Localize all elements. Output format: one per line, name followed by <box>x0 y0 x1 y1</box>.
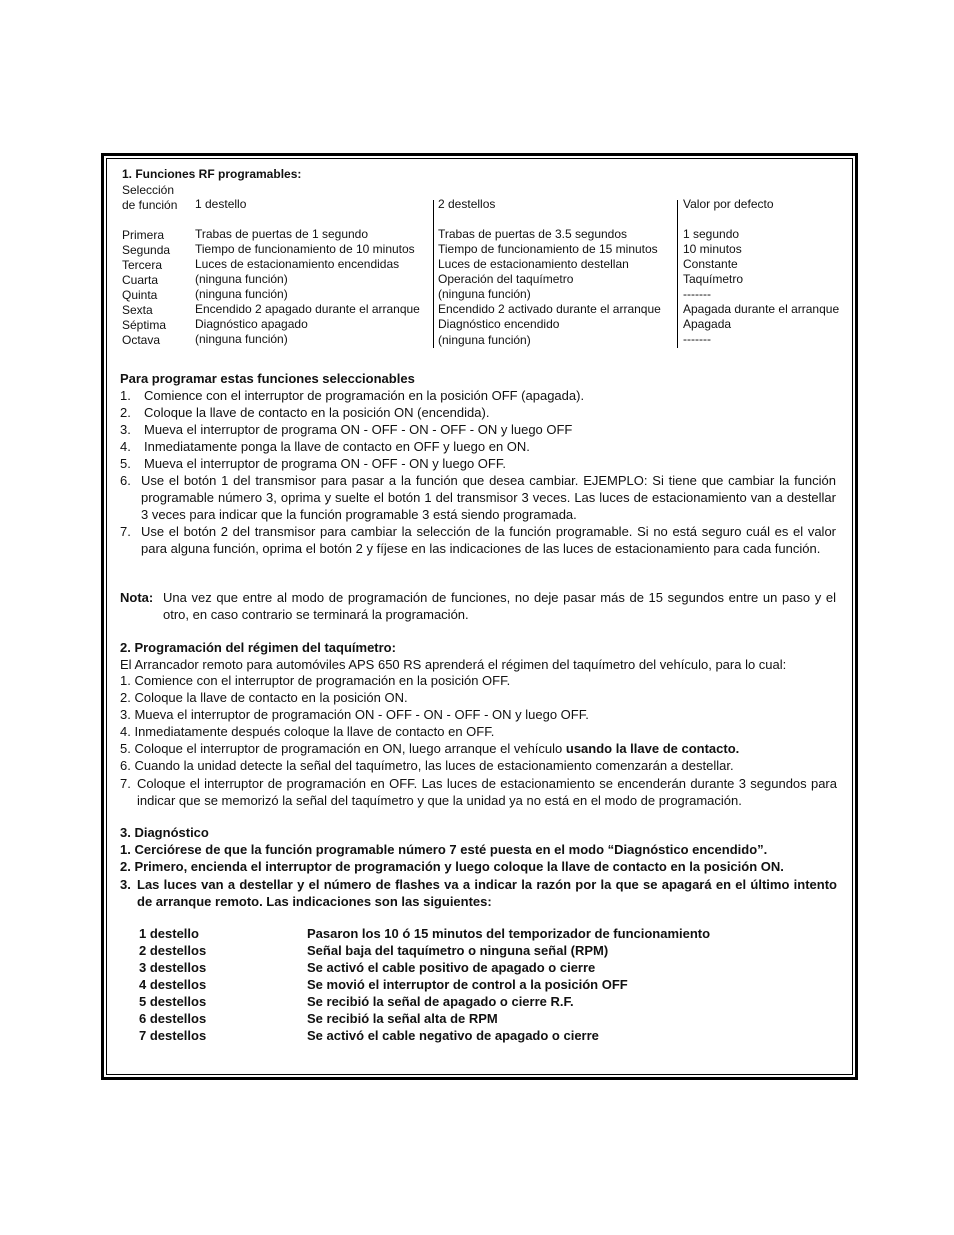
section2-step5-text: 5. Coloque el interruptor de programación en ON, luego arranque el vehículo <box>120 741 566 756</box>
section3-step: 1. Cerciórese de que la función programable número 7 esté puesta en el modo “Diagnóstico encendido”. <box>120 842 768 857</box>
list-item-number: 1. <box>120 388 131 403</box>
table-cell-two-flashes: Encendido 2 activado durante el arranque <box>438 302 661 316</box>
list-item-text: Use el botón 1 del transmisor para pasar a la función que desea cambiar. EJEMPLO: Si tiene que cambiar la función programable número 3, oprima y suelte el botón 1 del transmisor 3 veces. Las luces de estacionamiento van a destellar 3 veces para indicar que la función programable 3 está siendo programada. <box>141 473 836 522</box>
table-cell-default: ------- <box>683 332 711 346</box>
nota-block <box>120 589 840 625</box>
section2-intro: El Arrancador remoto para automóviles APS 650 RS aprenderá el régimen del taquímetro del vehículo, para lo cual: <box>120 657 787 672</box>
table-cell-two-flashes: Diagnóstico encendido <box>438 317 560 331</box>
nota-text-content: Una vez que entre al modo de programación de funciones, no deje pasar más de 15 segundos entre un paso y el otro, en caso contrario se terminará la programación. <box>163 590 836 622</box>
table-cell-default: 10 minutos <box>683 242 742 256</box>
diagnostic-code-meaning: Se activó el cable positivo de apagado o cierre <box>307 960 596 975</box>
list-item-text: Coloque la llave de contacto en la posición ON (encendida). <box>144 405 490 420</box>
list-item-number: 4. <box>120 439 131 454</box>
diagnostic-code-flash: 5 destellos <box>139 994 207 1009</box>
diagnostic-code-row <box>0 977 954 994</box>
table-cell-one-flash: Encendido 2 apagado durante el arranque <box>195 302 420 316</box>
program-heading: Para programar estas funciones seleccionables <box>120 371 415 386</box>
table-cell-default: 1 segundo <box>683 227 740 241</box>
list-item-text: Mueva el interruptor de programa ON - OFF - ON - OFF - ON y luego OFF <box>144 422 573 437</box>
diagnostic-code-flash: 7 destellos <box>139 1028 207 1043</box>
section2-step5-bold: usando la llave de contacto. <box>565 741 740 756</box>
table-cell-function: Séptima <box>122 318 167 332</box>
section3-step: 2. Primero, encienda el interruptor de programación y luego coloque la llave de contacto en la posición ON. <box>120 859 784 874</box>
program-steps <box>120 387 840 577</box>
diagnostic-code-row <box>0 994 954 1011</box>
list-item-number: 6. <box>120 473 131 488</box>
table-cell-two-flashes: Operación del taquímetro <box>438 272 574 286</box>
table-cell-default: Constante <box>683 257 738 271</box>
diagnostic-code-row <box>0 960 954 977</box>
table-header-two-flashes: 2 destellos <box>438 197 496 211</box>
diagnostic-codes <box>0 926 954 1046</box>
diagnostic-code-flash: 3 destellos <box>139 960 207 975</box>
section2-step: 3. Mueva el interruptor de programación ON - OFF - ON - OFF - ON y luego OFF. <box>120 707 589 722</box>
list-item-text: Inmediatamente ponga la llave de contacto en OFF y luego en ON. <box>144 439 530 454</box>
table-cell-two-flashes: (ninguna función) <box>438 333 531 347</box>
table-cell-function: Quinta <box>122 288 158 302</box>
section1-title: 1. Funciones RF programables: <box>122 167 302 181</box>
section2-title: 2. Programación del régimen del taquímetro: <box>120 640 396 655</box>
diagnostic-code-flash: 4 destellos <box>139 977 207 992</box>
table-cell-one-flash: (ninguna función) <box>195 332 288 346</box>
section2-step5 <box>120 741 739 757</box>
diagnostic-code-meaning: Se recibió la señal alta de RPM <box>307 1011 498 1026</box>
diagnostic-code-meaning: Pasaron los 10 ó 15 minutos del temporizador de funcionamiento <box>307 926 711 941</box>
diagnostic-code-meaning: Se movió el interruptor de control a la posición OFF <box>307 977 628 992</box>
section3-step3-number: 3. <box>120 877 131 892</box>
nota-label: Nota: <box>120 590 154 605</box>
diagnostic-code-meaning: Señal baja del taquímetro o ninguna señal (RPM) <box>307 943 609 958</box>
table-divider-2 <box>677 200 678 348</box>
section3-step3-text: Las luces van a destellar y el número de flashes va a indicar la razón por la que se apagará en el último intento de arranque remoto. Las indicaciones son las siguientes: <box>137 877 837 909</box>
table-cell-one-flash: (ninguna función) <box>195 272 288 286</box>
table-cell-two-flashes: Tiempo de funcionamiento de 15 minutos <box>438 242 658 256</box>
table-header-selection-line2: de función <box>122 198 178 212</box>
section2-step7-text: Coloque el interruptor de programación en OFF. Las luces de estacionamiento se encenderán durante 3 segundos para indicar que se memorizó la señal del taquímetro y que la unidad ya no está en el modo de programación. <box>137 776 837 808</box>
section2-step: 2. Coloque la llave de contacto en la posición ON. <box>120 690 408 705</box>
table-cell-function: Octava <box>122 333 161 347</box>
table-cell-default: ------- <box>683 287 711 301</box>
section3-step3 <box>120 876 840 910</box>
list-item-text: Use el botón 2 del transmisor para cambiar la selección de la función programable. Si no está seguro cuál es el valor para alguna función, oprima el botón 2 y fíjese en las indicaciones de las luces de estacionamiento para cada función. <box>141 524 836 556</box>
list-item-text: Mueva el interruptor de programa ON - OFF - ON y luego OFF. <box>144 456 506 471</box>
diagnostic-code-meaning: Se activó el cable negativo de apagado o cierre <box>307 1028 599 1043</box>
section3-title: 3. Diagnóstico <box>120 825 209 840</box>
table-cell-one-flash: Luces de estacionamiento encendidas <box>195 257 400 271</box>
section2-step7 <box>120 775 840 809</box>
table-cell-two-flashes: (ninguna función) <box>438 287 531 301</box>
table-cell-one-flash: Tiempo de funcionamiento de 10 minutos <box>195 242 415 256</box>
table-cell-one-flash: (ninguna función) <box>195 287 288 301</box>
list-item-text: Comience con el interruptor de programación en la posición OFF (apagada). <box>144 388 585 403</box>
section2-step6: 6. Cuando la unidad detecte la señal del taquímetro, las luces de estacionamiento comenzarán a destellar. <box>120 758 734 773</box>
list-item-number: 3. <box>120 422 131 437</box>
list-item-number: 5. <box>120 456 131 471</box>
diagnostic-code-row <box>0 1028 954 1045</box>
table-cell-function: Tercera <box>122 258 163 272</box>
list-item-number: 7. <box>120 524 131 539</box>
table-cell-default: Apagada <box>683 317 732 331</box>
diagnostic-code-row <box>0 943 954 960</box>
section3-steps <box>120 842 840 876</box>
diagnostic-code-flash: 2 destellos <box>139 943 207 958</box>
table-cell-default: Apagada durante el arranque <box>683 302 840 316</box>
diagnostic-code-flash: 1 destello <box>139 926 199 941</box>
table-header-default: Valor por defecto <box>683 197 774 211</box>
diagnostic-code-row <box>0 1011 954 1028</box>
table-cell-function: Primera <box>122 228 165 242</box>
list-item-number: 2. <box>120 405 131 420</box>
table-cell-function: Segunda <box>122 243 171 257</box>
table-cell-one-flash: Diagnóstico apagado <box>195 317 308 331</box>
table-divider-1 <box>433 200 434 348</box>
function-table <box>0 0 954 360</box>
table-cell-function: Cuarta <box>122 273 159 287</box>
table-cell-function: Sexta <box>122 303 153 317</box>
diagnostic-code-meaning: Se recibió la señal de apagado o cierre R.F. <box>307 994 574 1009</box>
section2-steps <box>120 673 840 743</box>
table-cell-default: Taquímetro <box>683 272 744 286</box>
table-header-one-flash: 1 destello <box>195 197 247 211</box>
section2-step: 1. Comience con el interruptor de programación en la posición OFF. <box>120 673 511 688</box>
diagnostic-code-row <box>0 926 954 943</box>
table-header-selection-line1: Selección <box>122 183 175 197</box>
section2-step7-number: 7. <box>120 776 131 791</box>
section2-step: 4. Inmediatamente después coloque la llave de contacto en OFF. <box>120 724 495 739</box>
diagnostic-code-flash: 6 destellos <box>139 1011 207 1026</box>
table-cell-two-flashes: Trabas de puertas de 3.5 segundos <box>438 227 628 241</box>
table-cell-two-flashes: Luces de estacionamiento destellan <box>438 257 629 271</box>
table-cell-one-flash: Trabas de puertas de 1 segundo <box>195 227 369 241</box>
nota-text <box>163 589 836 623</box>
